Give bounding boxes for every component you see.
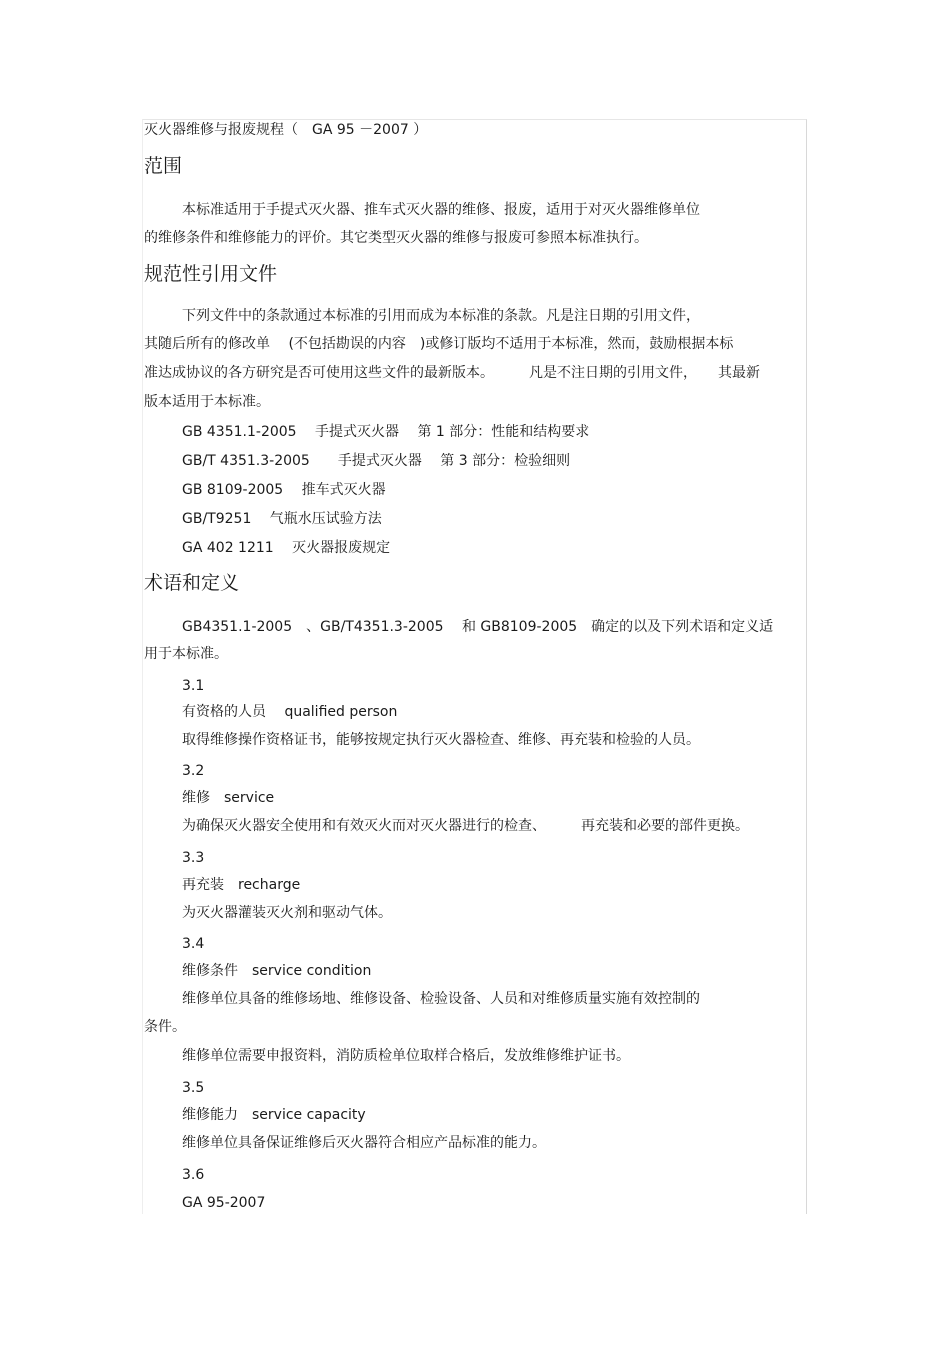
term-definition: 为确保灭火器安全使用和有效灭火而对灭火器进行的检查、 再充装和必要的部件更换。 [182,818,749,834]
term-note: 维修单位需要申报资料，消防质检单位取样合格后，发放维修维护证书。 [182,1048,630,1064]
refs-paragraph-line2: 其随后所有的修改单 (不包括勘误的内容 )或修订版均不适用于本标准，然而，鼓励根据本标 [144,336,734,352]
term-name: 维修条件 service condition [182,963,372,979]
term-definition-continued: 条件。 [144,1019,186,1035]
term-name: 维修 service [182,790,275,806]
section-heading-scope: 范围 [144,155,183,177]
term-name: 再充装 recharge [182,877,301,893]
term-name: 有资格的人员 qualified person [182,704,398,720]
terms-intro-line1: GB4351.1-2005 、GB/T4351.3-2005 和 GB8109-2005 确定的以及下列术语和定义适 [182,619,774,635]
term-definition: 维修单位具备保证维修后灭火器符合相应产品标准的能力。 [182,1135,546,1151]
refs-paragraph-line3: 准达成协议的各方研究是否可使用这些文件的最新版本。 凡是不注日期的引用文件， 其最新 [144,365,760,381]
section-heading-terms: 术语和定义 [144,572,240,594]
scope-paragraph-line2: 的维修条件和维修能力的评价。其它类型灭火器的维修与报废可参照本标准执行。 [144,230,648,246]
reference-item: GB 8109-2005 推车式灭火器 [182,482,386,498]
term-name: 维修能力 service capacity [182,1107,366,1123]
term-number: 3.1 [182,678,205,694]
term-name: GA 95-2007 [182,1195,266,1211]
document-title: 灭火器维修与报废规程（ GA 95 －2007 ） [144,122,428,138]
term-number: 3.4 [182,936,205,952]
scope-paragraph-line1: 本标准适用于手提式灭火器、推车式灭火器的维修、报废，适用于对灭火器维修单位 [182,202,700,218]
reference-item: GA 402 1211 灭火器报废规定 [182,540,391,556]
section-heading-references: 规范性引用文件 [144,263,278,285]
terms-intro-line2: 用于本标准。 [144,646,228,662]
term-number: 3.2 [182,763,205,779]
term-definition: 取得维修操作资格证书，能够按规定执行灭火器检查、维修、再充装和检验的人员。 [182,732,700,748]
term-definition: 为灭火器灌装灭火剂和驱动气体。 [182,905,392,921]
refs-paragraph-line4: 版本适用于本标准。 [144,394,270,410]
refs-paragraph-line1: 下列文件中的条款通过本标准的引用而成为本标准的条款。凡是注日期的引用文件， [182,308,700,324]
term-definition: 维修单位具备的维修场地、维修设备、检验设备、人员和对维修质量实施有效控制的 [182,991,700,1007]
term-number: 3.6 [182,1167,205,1183]
reference-item: GB/T9251 气瓶水压试验方法 [182,511,382,527]
term-number: 3.5 [182,1080,205,1096]
reference-item: GB 4351.1-2005 手提式灭火器 第 1 部分：性能和结构要求 [182,424,590,440]
term-number: 3.3 [182,850,205,866]
reference-item: GB/T 4351.3-2005 手提式灭火器 第 3 部分：检验细则 [182,453,571,469]
